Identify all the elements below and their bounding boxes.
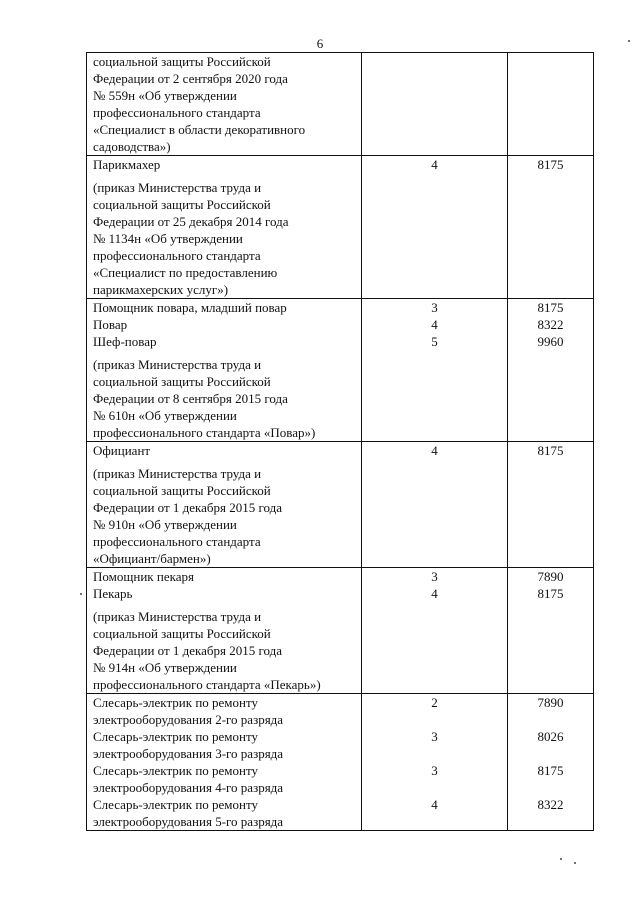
salary-cell [508, 299, 594, 442]
order-text-line: профессионального стандарта [93, 248, 261, 263]
order-text-line: «Специалист по предоставлению [93, 265, 278, 280]
order-text-line: социальной защиты Российской [93, 197, 271, 212]
salary-value: 8175 [537, 157, 564, 172]
grade-cell [362, 53, 508, 156]
table-row [87, 53, 594, 156]
position-name: Слесарь-электрик по ремонту [93, 797, 258, 812]
table-row [87, 694, 594, 831]
order-text-line: профессионального стандарта «Пекарь») [93, 677, 321, 692]
order-text-line: социальной защиты Российской [93, 626, 271, 641]
order-text-line: № 914н «Об утверждении [93, 660, 237, 675]
position-name: Слесарь-электрик по ремонту [93, 695, 258, 710]
order-text-line: № 910н «Об утверждении [93, 517, 237, 532]
order-text-line: № 610н «Об утверждении [93, 408, 237, 423]
order-text-line: парикмахерских услуг») [93, 282, 229, 297]
order-text-line: «Официант/бармен») [93, 551, 211, 566]
salary-value: 7890 [537, 695, 564, 710]
salary-cell [508, 568, 594, 694]
table-row [87, 156, 594, 299]
grade-cell [362, 156, 508, 299]
grade-value: 3 [431, 300, 438, 315]
salary-cell [508, 442, 594, 568]
order-text-line: социальной защиты Российской [93, 483, 271, 498]
order-text-line: профессионального стандарта «Повар») [93, 425, 316, 440]
position-cell [87, 299, 362, 442]
position-cell [87, 442, 362, 568]
position-name: электрооборудования 5-го разряда [93, 814, 284, 829]
position-name: электрооборудования 3-го разряда [93, 746, 284, 761]
order-text-line: (приказ Министерства труда и [93, 357, 262, 372]
table-row [87, 442, 594, 568]
position-name: Пекарь [93, 586, 133, 601]
grade-value: 3 [431, 763, 438, 778]
position-name: Шеф-повар [93, 334, 157, 349]
position-cell [87, 156, 362, 299]
salary-cell [508, 53, 594, 156]
grade-value: 2 [431, 695, 438, 710]
order-text-line: «Специалист в области декоративного [93, 122, 306, 137]
order-text-line: садоводства») [93, 139, 171, 154]
grade-value: 3 [431, 569, 438, 584]
order-text-line: социальной защиты Российской [93, 54, 271, 69]
salary-value: 9960 [537, 334, 564, 349]
position-name: Помощник повара, младший повар [93, 300, 287, 315]
order-text-line: Федерации от 8 сентября 2015 года [93, 391, 288, 406]
grade-cell [362, 568, 508, 694]
position-name: Повар [93, 317, 128, 332]
position-cell [87, 694, 362, 831]
grade-value: 4 [431, 443, 438, 458]
salary-cell [508, 156, 594, 299]
order-text-line: № 559н «Об утверждении [93, 88, 237, 103]
scan-speck [574, 862, 576, 864]
grade-value: 4 [431, 157, 438, 172]
position-name: Слесарь-электрик по ремонту [93, 729, 258, 744]
salary-value: 8026 [537, 729, 564, 744]
salary-value: 8175 [537, 300, 564, 315]
scan-speck [80, 593, 82, 595]
order-text-line: профессионального стандарта [93, 534, 261, 549]
grade-value: 4 [431, 797, 438, 812]
grade-cell [362, 299, 508, 442]
order-text-line: Федерации от 1 декабря 2015 года [93, 500, 283, 515]
order-text-line: Федерации от 2 сентября 2020 года [93, 71, 288, 86]
table-row [87, 299, 594, 442]
order-text-line: Федерации от 1 декабря 2015 года [93, 643, 283, 658]
position-name: электрооборудования 2-го разряда [93, 712, 284, 727]
salary-value: 7890 [537, 569, 564, 584]
scan-speck [628, 40, 630, 42]
salary-value: 8175 [537, 763, 564, 778]
salary-cell [508, 694, 594, 831]
position-name: электрооборудования 4-го разряда [93, 780, 284, 795]
order-text-line: (приказ Министерства труда и [93, 466, 262, 481]
position-name: Слесарь-электрик по ремонту [93, 763, 258, 778]
position-name: Официант [93, 443, 151, 458]
order-text-line: социальной защиты Российской [93, 374, 271, 389]
salary-table [86, 52, 594, 831]
salary-value: 8175 [537, 586, 564, 601]
grade-value: 4 [431, 586, 438, 601]
salary-value: 8322 [537, 797, 564, 812]
order-text-line: (приказ Министерства труда и [93, 609, 262, 624]
page-number: 6 [316, 36, 324, 51]
grade-value: 4 [431, 317, 438, 332]
salary-value: 8322 [537, 317, 564, 332]
table-row [87, 568, 594, 694]
position-cell [87, 53, 362, 156]
grade-value: 3 [431, 729, 438, 744]
salary-value: 8175 [537, 443, 564, 458]
position-name: Помощник пекаря [93, 569, 194, 584]
grade-cell [362, 442, 508, 568]
scan-speck [560, 858, 562, 860]
position-cell [87, 568, 362, 694]
order-text-line: № 1134н «Об утверждении [93, 231, 243, 246]
grade-cell [362, 694, 508, 831]
grade-value: 5 [431, 334, 438, 349]
order-text-line: профессионального стандарта [93, 105, 261, 120]
order-text-line: Федерации от 25 декабря 2014 года [93, 214, 289, 229]
order-text-line: (приказ Министерства труда и [93, 180, 262, 195]
position-name: Парикмахер [93, 157, 161, 172]
